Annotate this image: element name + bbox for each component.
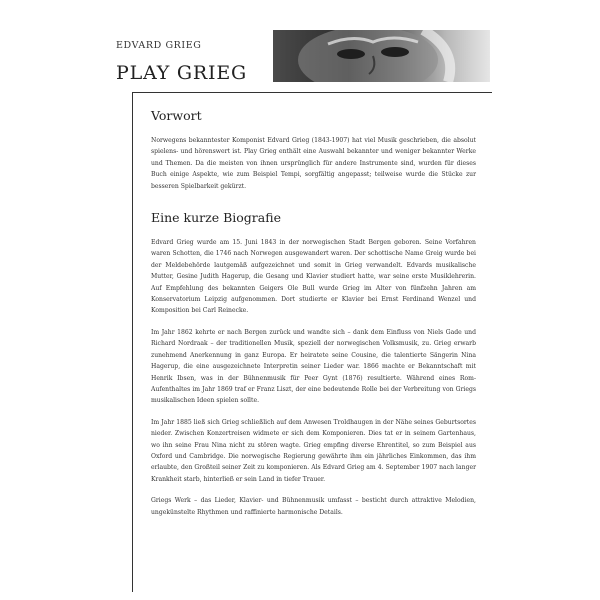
composer-name: EDVARD GRIEG [116, 40, 202, 51]
section-heading-biografie: Eine kurze Biografie [151, 210, 281, 226]
book-title: PLAY GRIEG [116, 62, 247, 84]
biografie-paragraph-3: Im Jahr 1885 ließ sich Grieg schließlich auf dem Anwesen Troldhaugen in der Nähe seines Geburtsortes nieder. Zwischen Konzertreisen widmete er sich dem Komponieren. Dies tat er in seinem Gartenhaus, wo ihn seine Frau Nina nicht zu stören wagte. Grieg empfing diverse Ehrentitel, so zum Beispiel aus Oxford und Cambridge. Die norwegische Regierung gewährte ihm ein jährliches Einkommen, das ihm erlaubte, den Großteil seiner Zeit zu komponieren. Als Edvard Grieg am 4. September 1907 nach langer Krankheit starb, hinterließ er sein Land in tiefer Trauer. [151, 418, 476, 483]
portrait-illustration [273, 30, 490, 82]
biografie-paragraph-1: Edvard Grieg wurde am 15. Juni 1843 in der norwegischen Stadt Bergen geboren. Seine Vorfahren waren Schotten, die 1746 nach Norwegen ausgewandert waren. Der schottische Name Greig wurde bei der Meldebehörde lautgemäß aufgezeichnet und somit in Grieg verwandelt. Edvards musikalische Mutter, Gesine Judith Hagerup, die Gesang und Klavier studiert hatte, war seine erste Musiklehrerin. Auf Empfehlung des bekannten Geigers Ole Bull wurde Grieg im Alter von fünfzehn Jahren am Konservatorium Leipzig aufgenommen. Dort studierte er Klavier bei Ernst Ferdinand Wenzel und Komposition bei Carl Reinecke. [151, 239, 476, 315]
portrait-image [273, 30, 490, 82]
text-content [151, 108, 476, 528]
section-heading-vorwort: Vorwort [151, 108, 202, 123]
biografie-paragraph-2: Im Jahr 1862 kehrte er nach Bergen zurück und wandte sich – dank dem Einfluss von Niels Gade und Richard Nordraak – der traditionellen Musik, speziell der norwegischen Volksmusik, zu. Grieg erwarb zunehmend Anerkennung in ganz Europa. Er heiratete seine Cousine, die talentierte Sängerin Nina Hagerup, die eine ausgezeichnete Interpretin seiner Lieder war. 1866 machte er Bekanntschaft mit Henrik Ibsen, was in der Bühnenmusik für Peer Gynt (1876) resultierte. Während eines Rom-Aufenthaltes im Jahr 1869 traf er Franz Liszt, der eine bedeutende Rolle bei der Verbreitung von Griegs musikalischen Ideen spielen sollte. [151, 328, 476, 405]
vorwort-paragraph: Norwegens bekanntester Komponist Edvard Grieg (1843-1907) hat viel Musik geschrieben, die absolut spielens- und hörenswert ist. Play Grieg enthält eine Auswahl bekannter und weniger bekannter Werke und Themen. Da die meisten von ihnen ursprünglich für andere Instrumente sind, wurden für dieses Buch einige Aspekte, wie zum Beispiel Tempi, sorgfältig angepasst; teilweise wurde die Stücke zur besseren Spielbarkeit gekürzt. [151, 137, 476, 190]
biografie-paragraph-4: Griegs Werk – das Lieder, Klavier- und Bühnenmusik umfasst – besticht durch attraktive Melodien, ungekünstelte Rhythmen und raffinierte harmonische Details. [151, 497, 476, 516]
